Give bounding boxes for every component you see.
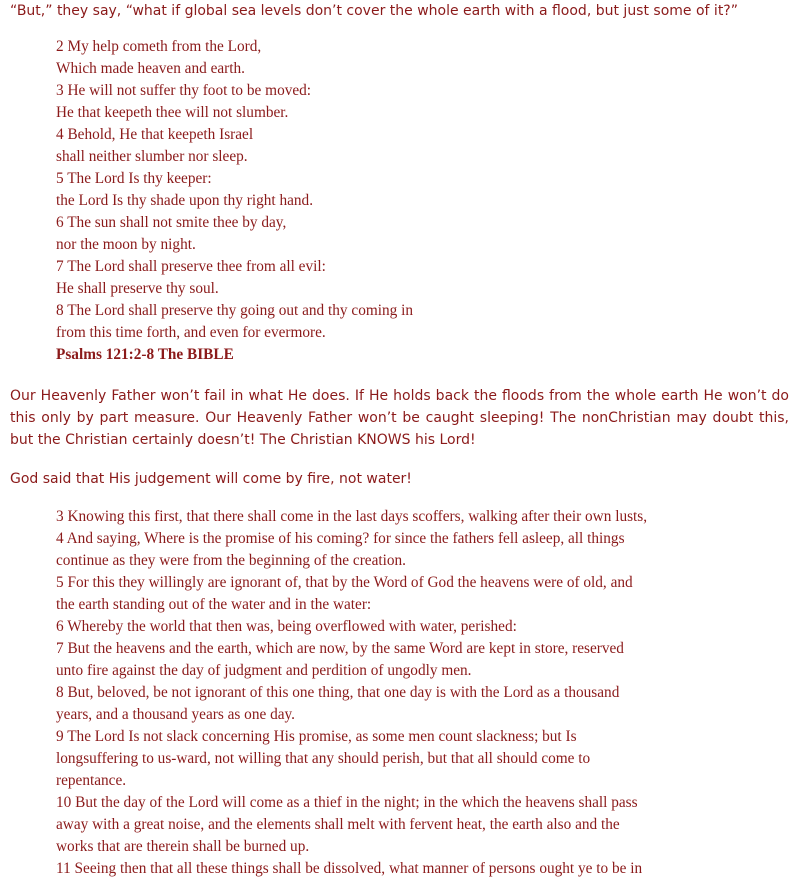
verse-line: 5 For this they willingly are ignorant of, that by the Word of God the heavens were of old, and (56, 574, 633, 591)
psalm-reference: Psalms 121:2-8 The BIBLE (56, 346, 234, 363)
psalm-line: 7 The Lord shall preserve thee from all evil: (56, 258, 326, 275)
psalm-line: from this time forth, and even for evermore. (56, 324, 326, 341)
psalm-line: the Lord Is thy shade upon thy right hand. (56, 192, 314, 209)
verse-line: works that are therein shall be burned up. (56, 838, 310, 855)
paragraph-judgement: God said that His judgement will come by fire, not water! (10, 471, 412, 487)
verse-line: unto fire against the day of judgment and perdition of ungodly men. (56, 662, 472, 679)
psalm-line: He shall preserve thy soul. (56, 280, 219, 297)
psalm-line: 8 The Lord shall preserve thy going out and thy coming in (56, 302, 414, 319)
verse-line: 7 But the heavens and the earth, which are now, by the same Word are kept in store, reserved (56, 640, 624, 657)
verse-line: 11 Seeing then that all these things shall be dissolved, what manner of persons ought ye to be in (56, 860, 643, 877)
peter-quote (56, 506, 756, 880)
verse-line: repentance. (56, 772, 127, 789)
psalm-line: 4 Behold, He that keepeth Israel (56, 126, 254, 143)
psalm-line: nor the moon by night. (56, 236, 196, 253)
verse-line: away with a great noise, and the elements shall melt with fervent heat, the earth also and the (56, 816, 620, 833)
verse-line: 10 But the day of the Lord will come as a thief in the night; in the which the heavens shall pass (56, 794, 638, 811)
verse-line: 3 Knowing this first, that there shall come in the last days scoffers, walking after their own lusts, (56, 508, 648, 525)
verse-line: years, and a thousand years as one day. (56, 706, 295, 723)
psalm-line: 6 The sun shall not smite thee by day, (56, 214, 287, 231)
verse-line: the earth standing out of the water and in the water: (56, 596, 372, 613)
paragraph-heavenly-father: Our Heavenly Father won’t fail in what He does. If He holds back the floods from the whole earth He won’t do this only by part measure. Our Heavenly Father won’t be caught sleeping! The nonChristian may doubt this, but the Christian certainly doesn’t! The Christian KNOWS his Lord! (10, 388, 789, 448)
intro-text: “But,” they say, “what if global sea levels don’t cover the whole earth with a flood, but just some of it?” (10, 3, 738, 19)
psalm-quote (56, 36, 756, 366)
psalm-line: 5 The Lord Is thy keeper: (56, 170, 212, 187)
verse-line: 4 And saying, Where is the promise of his coming? for since the fathers fell asleep, all things (56, 530, 625, 547)
verse-line: 9 The Lord Is not slack concerning His promise, as some men count slackness; but Is (56, 728, 577, 745)
verse-line: continue as they were from the beginning of the creation. (56, 552, 407, 569)
psalm-line: He that keepeth thee will not slumber. (56, 104, 289, 121)
psalm-line: 3 He will not suffer thy foot to be moved: (56, 82, 312, 99)
verse-line: 8 But, beloved, be not ignorant of this one thing, that one day is with the Lord as a thousand (56, 684, 620, 701)
verse-line: longsuffering to us-ward, not willing that any should perish, but that all should come to (56, 750, 591, 767)
psalm-line: shall neither slumber nor sleep. (56, 148, 248, 165)
psalm-line: 2 My help cometh from the Lord, (56, 38, 262, 55)
verse-line: 6 Whereby the world that then was, being overflowed with water, perished: (56, 618, 517, 635)
psalm-line: Which made heaven and earth. (56, 60, 245, 77)
